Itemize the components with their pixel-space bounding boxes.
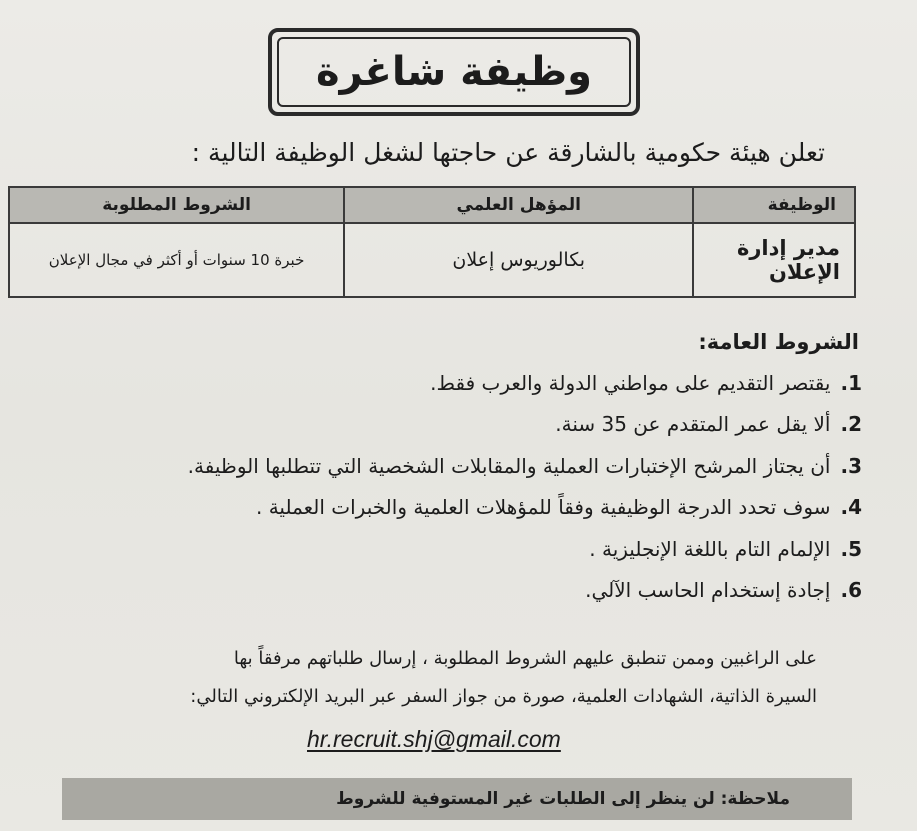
cell-qualification: بكالوريوس إعلان xyxy=(344,223,693,297)
item-number: 3. xyxy=(840,453,862,478)
list-item xyxy=(62,404,862,446)
list-item xyxy=(62,570,862,612)
list-item xyxy=(62,487,862,529)
general-conditions-heading: الشروط العامة: xyxy=(698,330,859,354)
header-qualification: المؤهل العلمي xyxy=(344,187,693,223)
item-number: 2. xyxy=(840,412,862,437)
table-row xyxy=(9,223,855,297)
list-item xyxy=(62,445,862,487)
cell-requirements: خبرة 10 سنوات أو أكثر في مجال الإعلان xyxy=(9,223,344,297)
item-text: يقتصر التقديم على مواطني الدولة والعرب فقط. xyxy=(430,370,831,395)
header-requirements: الشروط المطلوبة xyxy=(9,187,344,223)
intro-text: تعلن هيئة حكومية بالشارقة عن حاجتها لشغل الوظيفة التالية : xyxy=(191,138,825,167)
item-number: 6. xyxy=(840,578,862,603)
apply-line-1: على الراغبين وممن تنطبق عليهم الشروط المطلوبة ، إرسال طلباتهم مرفقاً بها xyxy=(233,648,817,669)
email-link[interactable]: hr.recruit.shj@gmail.com xyxy=(307,726,561,752)
item-number: 1. xyxy=(840,370,862,395)
title-frame xyxy=(268,28,640,116)
item-number: 4. xyxy=(840,495,862,520)
job-table xyxy=(8,186,856,298)
item-number: 5. xyxy=(840,536,862,561)
application-instructions xyxy=(117,640,817,716)
item-text: ألا يقل عمر المتقدم عن 35 سنة. xyxy=(555,412,831,437)
item-text: سوف تحدد الدرجة الوظيفية وفقاً للمؤهلات العلمية والخبرات العملية . xyxy=(255,495,831,520)
table-header-row xyxy=(9,187,855,223)
note-banner xyxy=(62,778,852,820)
item-text: الإلمام التام باللغة الإنجليزية . xyxy=(589,536,831,561)
cell-job: مدير إدارة الإعلان xyxy=(693,223,855,297)
list-item xyxy=(62,528,862,570)
apply-line-2: السيرة الذاتية، الشهادات العلمية، صورة من جواز السفر عبر البريد الإلكتروني التالي: xyxy=(190,686,817,707)
item-text: إجادة إستخدام الحاسب الآلي. xyxy=(585,578,831,603)
list-item xyxy=(62,362,862,404)
general-conditions-list xyxy=(62,362,862,611)
header-job: الوظيفة xyxy=(693,187,855,223)
ad-title: وظيفة شاغرة xyxy=(277,37,631,107)
item-text: أن يجتاز المرشح الإختبارات العملية والمقابلات الشخصية التي تتطلبها الوظيفة. xyxy=(187,453,831,478)
note-text: ملاحظة: لن ينظر إلى الطلبات غير المستوفية للشروط xyxy=(336,789,790,809)
